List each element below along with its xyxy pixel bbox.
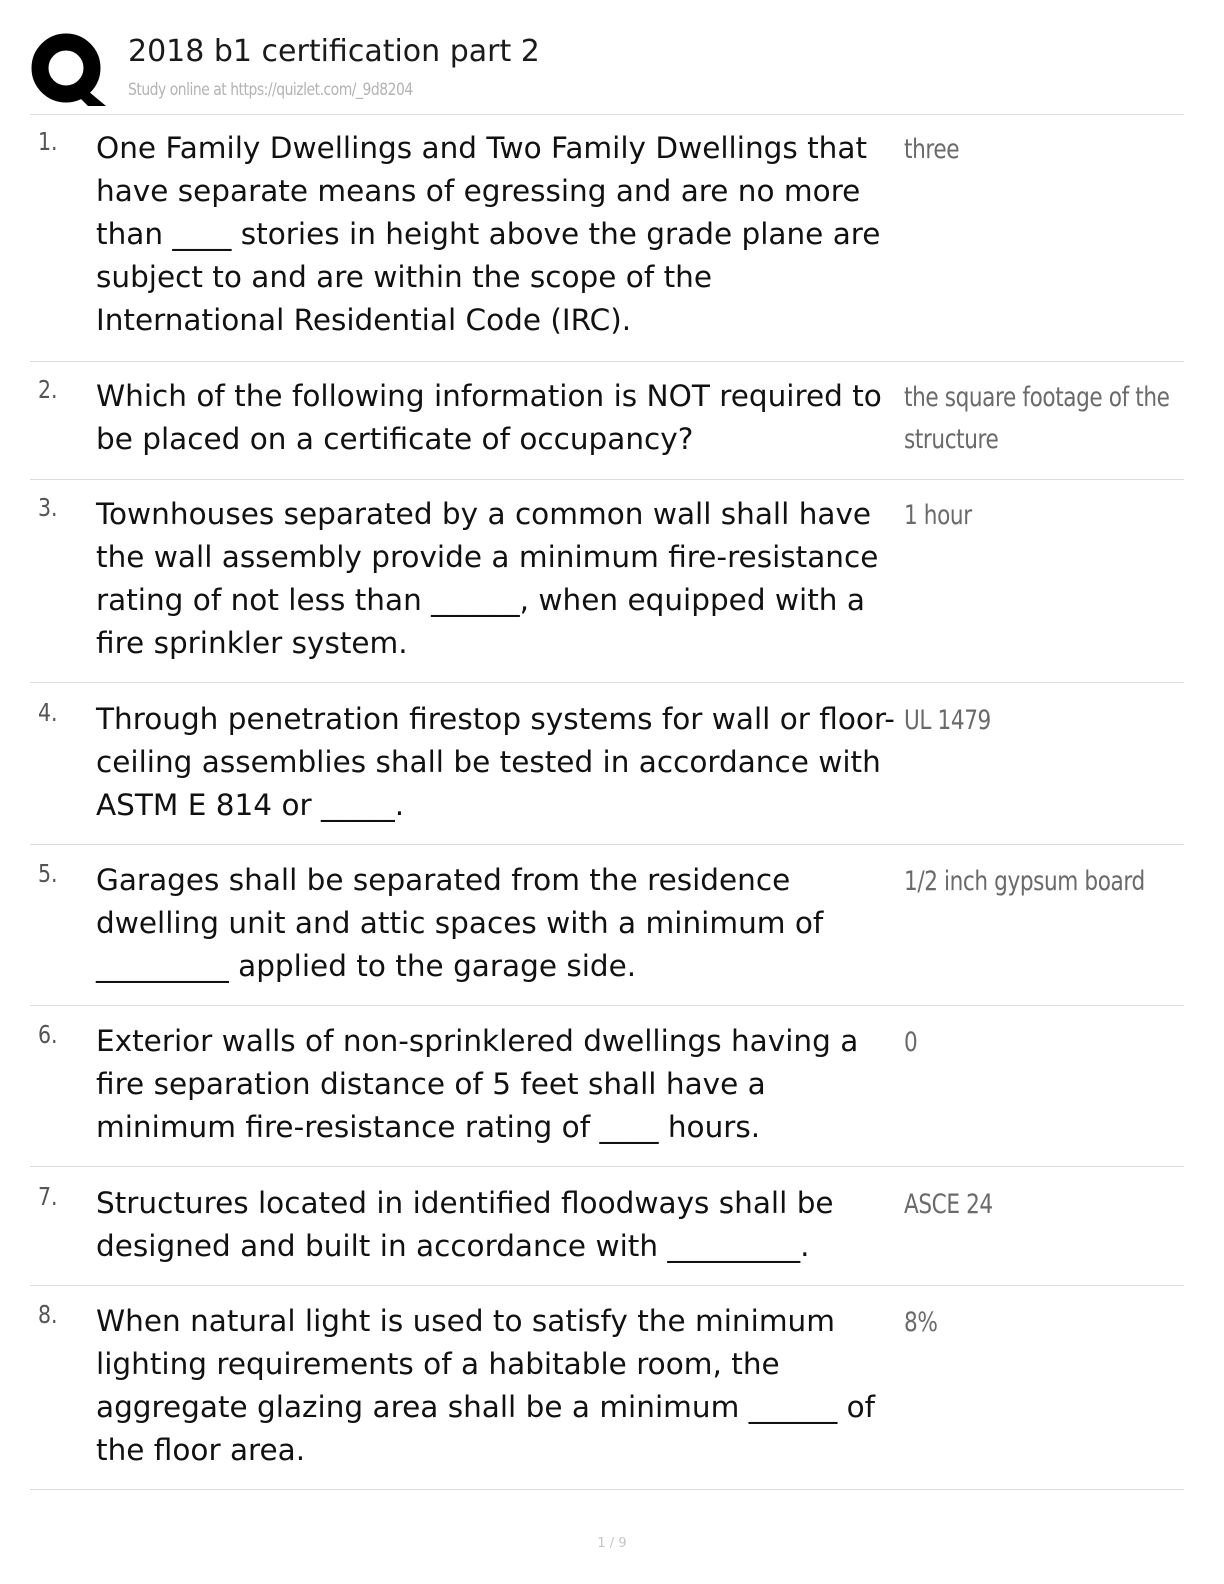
card-definition: the square footage of the structure (904, 382, 1170, 455)
page-number: 1 / 9 (597, 1536, 627, 1551)
card-number: 6. (38, 1020, 58, 1049)
card-number: 8. (38, 1300, 58, 1329)
card-term: Townhouses separated by a common wall shall have the wall assembly provide a minimum fire-resistance rating of not less than ______, when equipped with a fire sprinkler system. (96, 497, 879, 660)
flashcard-row (30, 859, 1184, 1006)
card-definition: 8% (904, 1307, 938, 1338)
card-definition: 1 hour (904, 500, 972, 531)
page-title: 2018 b1 certification part 2 (128, 34, 540, 69)
study-online-link-text: Study online at https://quizlet.com/_9d8204 (128, 80, 413, 100)
flashcard-row (30, 493, 1184, 683)
card-number: 2. (38, 375, 58, 404)
card-definition: UL 1479 (904, 705, 991, 736)
card-term: When natural light is used to satisfy the minimum lighting requirements of a habitable room, the aggregate glazing area shall be a minimum ______ of the floor area. (96, 1304, 875, 1467)
card-number: 4. (38, 698, 58, 727)
card-definition: 0 (904, 1027, 918, 1058)
flashcard-row (30, 1182, 1184, 1286)
card-term: One Family Dwellings and Two Family Dwellings that have separate means of egressing and are no more than ____ stories in height above the grade plane are subject to and are within the scope of the International Residential Code (IRC). (96, 131, 881, 337)
page-header (30, 28, 1184, 115)
card-number: 1. (38, 127, 58, 156)
card-number: 7. (38, 1182, 58, 1211)
flashcard-row (30, 127, 1184, 362)
card-term: Exterior walls of non-sprinklered dwellings having a fire separation distance of 5 feet shall have a minimum fire-resistance rating of ____ hours. (96, 1024, 859, 1144)
card-definition: three (904, 134, 960, 165)
flashcard-row (30, 375, 1184, 480)
card-number: 3. (38, 493, 58, 522)
card-term: Structures located in identified floodways shall be designed and built in accordance with _________. (96, 1186, 834, 1263)
card-term: Garages shall be separated from the residence dwelling unit and attic spaces with a minimum of _________ applied to the garage side. (96, 863, 824, 983)
flashcard-row (30, 1020, 1184, 1167)
card-number: 5. (38, 859, 58, 888)
card-definition: ASCE 24 (904, 1189, 993, 1220)
quizlet-logo-icon (30, 30, 110, 110)
flashcard-row (30, 1300, 1184, 1490)
card-term: Through penetration firestop systems for wall or floor-ceiling assemblies shall be tested in accordance with ASTM E 814 or _____. (96, 702, 895, 822)
card-term: Which of the following information is NOT required to be placed on a certificate of occupancy? (96, 379, 882, 456)
flashcard-row (30, 698, 1184, 845)
card-definition: 1/2 inch gypsum board (904, 866, 1145, 897)
